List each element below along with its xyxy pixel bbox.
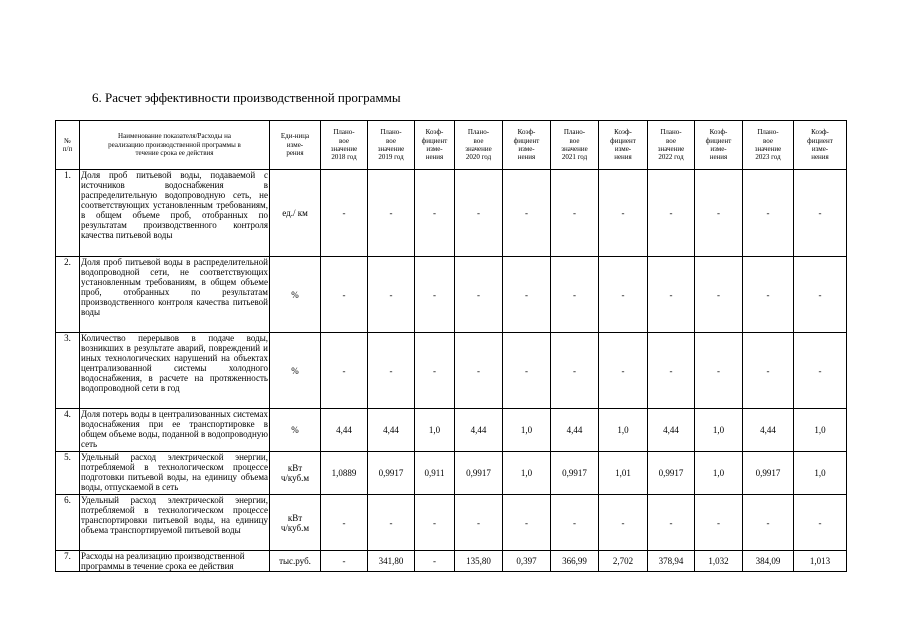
column-header: Коэф- фициент изме- нения	[695, 121, 743, 170]
table-row	[56, 170, 847, 257]
value-cell: 4,44	[648, 409, 695, 452]
value-cell: -	[794, 495, 847, 551]
row-number: 5.	[56, 452, 80, 495]
value-cell: -	[599, 257, 648, 333]
value-cell: -	[794, 333, 847, 409]
value-cell: 1,013	[794, 551, 847, 572]
unit-cell: %	[270, 409, 321, 452]
value-cell: 1,0	[794, 452, 847, 495]
value-cell: -	[551, 495, 599, 551]
table-row	[56, 257, 847, 333]
column-header: Еди-ница изме- рения	[270, 121, 321, 170]
table-row	[56, 333, 847, 409]
value-cell: -	[743, 333, 794, 409]
value-cell: -	[695, 333, 743, 409]
column-header: Коэф- фициент изме- нения	[415, 121, 455, 170]
value-cell: 0,911	[415, 452, 455, 495]
value-cell: 378,94	[648, 551, 695, 572]
row-number: 4.	[56, 409, 80, 452]
value-cell: -	[321, 495, 368, 551]
value-cell: -	[648, 495, 695, 551]
unit-cell: ед./ км	[270, 170, 321, 257]
value-cell: 1,0	[599, 409, 648, 452]
column-header: Плано- вое значение 2022 год	[648, 121, 695, 170]
unit-cell: кВт ч/куб.м	[270, 452, 321, 495]
value-cell: -	[455, 170, 503, 257]
value-cell: 0,9917	[648, 452, 695, 495]
column-header: № п/п	[56, 121, 80, 170]
value-cell: -	[368, 333, 415, 409]
value-cell: -	[599, 495, 648, 551]
unit-cell: %	[270, 257, 321, 333]
column-header: Плано- вое значение 2018 год	[321, 121, 368, 170]
value-cell: 4,44	[368, 409, 415, 452]
value-cell: 0,9917	[551, 452, 599, 495]
value-cell: 1,0889	[321, 452, 368, 495]
value-cell: -	[455, 333, 503, 409]
value-cell: -	[695, 495, 743, 551]
value-cell: -	[695, 257, 743, 333]
row-number: 7.	[56, 551, 80, 572]
efficiency-table	[55, 120, 847, 572]
value-cell: 341,80	[368, 551, 415, 572]
value-cell: -	[551, 333, 599, 409]
value-cell: -	[743, 257, 794, 333]
value-cell: -	[321, 170, 368, 257]
unit-cell: %	[270, 333, 321, 409]
value-cell: 0,9917	[368, 452, 415, 495]
value-cell: -	[794, 257, 847, 333]
value-cell: 1,0	[503, 452, 551, 495]
value-cell: -	[321, 551, 368, 572]
value-cell: -	[368, 257, 415, 333]
value-cell: -	[415, 551, 455, 572]
value-cell: -	[503, 257, 551, 333]
value-cell: 0,397	[503, 551, 551, 572]
value-cell: 4,44	[551, 409, 599, 452]
value-cell: -	[648, 333, 695, 409]
value-cell: 4,44	[743, 409, 794, 452]
value-cell: -	[321, 333, 368, 409]
indicator-name: Удельный расход электрической энергии, потребляемой в технологическом процессе подготовки питьевой воды, на единицу объема воды, отпускаемой в сеть	[80, 452, 270, 495]
value-cell: -	[455, 257, 503, 333]
value-cell: -	[599, 170, 648, 257]
row-number: 1.	[56, 170, 80, 257]
value-cell: -	[503, 495, 551, 551]
value-cell: -	[415, 495, 455, 551]
value-cell: -	[695, 170, 743, 257]
value-cell: -	[455, 495, 503, 551]
value-cell: -	[743, 170, 794, 257]
value-cell: 1,0	[415, 409, 455, 452]
document-heading: 6. Расчет эффективности производственной программы	[92, 90, 401, 105]
value-cell: 1,0	[695, 452, 743, 495]
column-header: Коэф- фициент изме- нения	[794, 121, 847, 170]
value-cell: -	[599, 333, 648, 409]
value-cell: -	[743, 495, 794, 551]
column-header: Плано- вое значение 2023 год	[743, 121, 794, 170]
column-header: Плано- вое значение 2021 год	[551, 121, 599, 170]
indicator-name: Расходы на реализацию производственной программы в течение срока ее действия	[80, 551, 270, 572]
value-cell: 1,0	[503, 409, 551, 452]
value-cell: -	[503, 333, 551, 409]
value-cell: 1,032	[695, 551, 743, 572]
value-cell: 0,9917	[743, 452, 794, 495]
table-header-row	[56, 121, 847, 170]
value-cell: -	[415, 333, 455, 409]
indicator-name: Доля проб питьевой воды, подаваемой с источников водоснабжения в распределительную водопроводную сеть, не соответствующих установленным требованиям, в общем объеме проб, отобранных по результатам производственного контроля качества питьевой воды	[80, 170, 270, 257]
unit-cell: кВт ч/куб.м	[270, 495, 321, 551]
table-row	[56, 409, 847, 452]
indicator-name: Доля потерь воды в централизованных системах водоснабжения при ее транспортировке в общем объеме воды, поданной в водопроводную сеть	[80, 409, 270, 452]
value-cell: -	[503, 170, 551, 257]
value-cell: -	[368, 495, 415, 551]
value-cell: -	[648, 170, 695, 257]
value-cell: 1,0	[695, 409, 743, 452]
value-cell: 4,44	[321, 409, 368, 452]
value-cell: 1,0	[794, 409, 847, 452]
table-row	[56, 452, 847, 495]
value-cell: -	[415, 170, 455, 257]
value-cell: -	[794, 170, 847, 257]
table-row	[56, 551, 847, 572]
column-header: Плано- вое значение 2020 год	[455, 121, 503, 170]
value-cell: 366,99	[551, 551, 599, 572]
row-number: 6.	[56, 495, 80, 551]
column-header: Коэф- фициент изме- нения	[599, 121, 648, 170]
indicator-name: Количество перерывов в подаче воды, возникших в результате аварий, повреждений и иных технологических нарушений на объектах централизованной системы холодного водоснабжения, в расчете на протяженность водопроводной сети в год	[80, 333, 270, 409]
value-cell: 2,702	[599, 551, 648, 572]
table-row	[56, 495, 847, 551]
value-cell: -	[415, 257, 455, 333]
column-header: Коэф- фициент изме- нения	[503, 121, 551, 170]
row-number: 3.	[56, 333, 80, 409]
indicator-name: Доля проб питьевой воды в распределительной водопроводной сети, не соответствующих установленным требованиям, в общем объеме проб, отобранных по результатам производственного контроля качества питьевой воды	[80, 257, 270, 333]
value-cell: -	[551, 257, 599, 333]
value-cell: 4,44	[455, 409, 503, 452]
value-cell: -	[321, 257, 368, 333]
column-header: Наименование показателя/Расходы на реализацию производственной программы в течение срока ее действия	[80, 121, 270, 170]
value-cell: -	[551, 170, 599, 257]
value-cell: 0,9917	[455, 452, 503, 495]
value-cell: 384,09	[743, 551, 794, 572]
value-cell: 135,80	[455, 551, 503, 572]
value-cell: -	[368, 170, 415, 257]
value-cell: -	[648, 257, 695, 333]
value-cell: 1,01	[599, 452, 648, 495]
indicator-name: Удельный расход электрической энергии, потребляемой в технологическом процессе транспортировки питьевой воды, на единицу объема транспортируемой питьевой воды	[80, 495, 270, 551]
unit-cell: тыс.руб.	[270, 551, 321, 572]
column-header: Плано- вое значение 2019 год	[368, 121, 415, 170]
row-number: 2.	[56, 257, 80, 333]
